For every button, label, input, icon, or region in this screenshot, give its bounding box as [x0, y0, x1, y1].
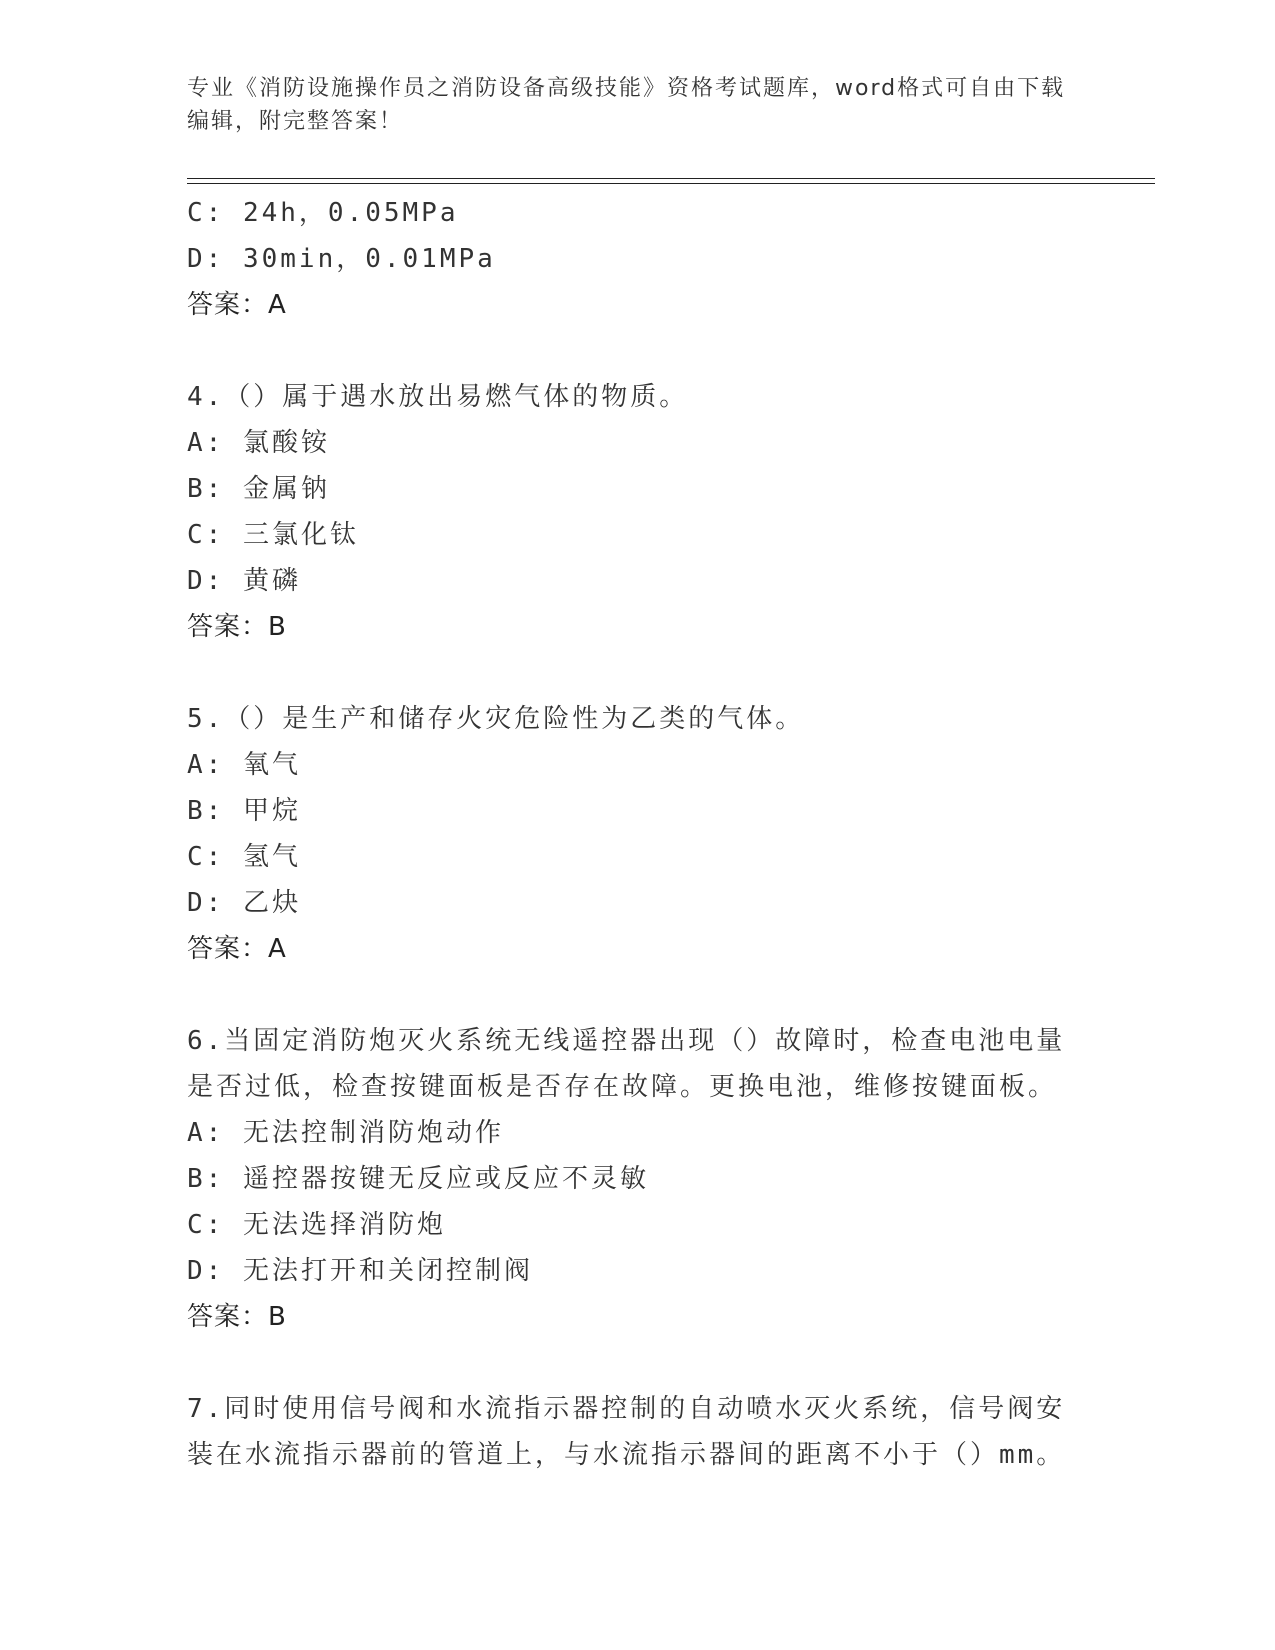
question-6 — [187, 1018, 1087, 1340]
option-c: C: 三氯化钛 — [187, 520, 359, 550]
answer-line: 答案：B — [187, 612, 287, 642]
question-stem: 4.（）属于遇水放出易燃气体的物质。 — [187, 382, 689, 412]
option-a: A: 氯酸铵 — [187, 428, 330, 458]
document-body — [187, 190, 1087, 1478]
option-d: D: 无法打开和关闭控制阀 — [187, 1256, 533, 1286]
option-c: C: 24h，0.05MPa — [187, 198, 459, 228]
answer-line: 答案：B — [187, 1302, 287, 1332]
answer-line: 答案：A — [187, 290, 287, 320]
question-4 — [187, 374, 1087, 650]
question-7 — [187, 1386, 1087, 1478]
page-header — [187, 72, 1067, 138]
option-b: B: 金属钠 — [187, 474, 330, 504]
option-a: A: 无法控制消防炮动作 — [187, 1118, 504, 1148]
option-d: D: 30min，0.01MPa — [187, 244, 496, 274]
option-d: D: 乙炔 — [187, 888, 301, 918]
option-d: D: 黄磷 — [187, 566, 301, 596]
option-b: B: 甲烷 — [187, 796, 301, 826]
option-a: A: 氧气 — [187, 750, 301, 780]
answer-line: 答案：A — [187, 934, 287, 964]
option-b: B: 遥控器按键无反应或反应不灵敏 — [187, 1164, 649, 1194]
question-5 — [187, 696, 1087, 972]
header-title: 专业《消防设施操作员之消防设备高级技能》资格考试题库，word格式可自由下载编辑，附完整答案！ — [187, 76, 1066, 134]
question-stem: 7.同时使用信号阀和水流指示器控制的自动喷水灭火系统，信号阀安装在水流指示器前的管道上，与水流指示器间的距离不小于（）mm。 — [187, 1394, 1066, 1470]
header-double-rule — [187, 178, 1155, 184]
option-c: C: 氢气 — [187, 842, 301, 872]
question-stem: 6.当固定消防炮灭火系统无线遥控器出现（）故障时，检查电池电量是否过低，检查按键面板是否存在故障。更换电池，维修按键面板。 — [187, 1026, 1066, 1102]
question-stem: 5.（）是生产和储存火灾危险性为乙类的气体。 — [187, 704, 805, 734]
option-c: C: 无法选择消防炮 — [187, 1210, 446, 1240]
